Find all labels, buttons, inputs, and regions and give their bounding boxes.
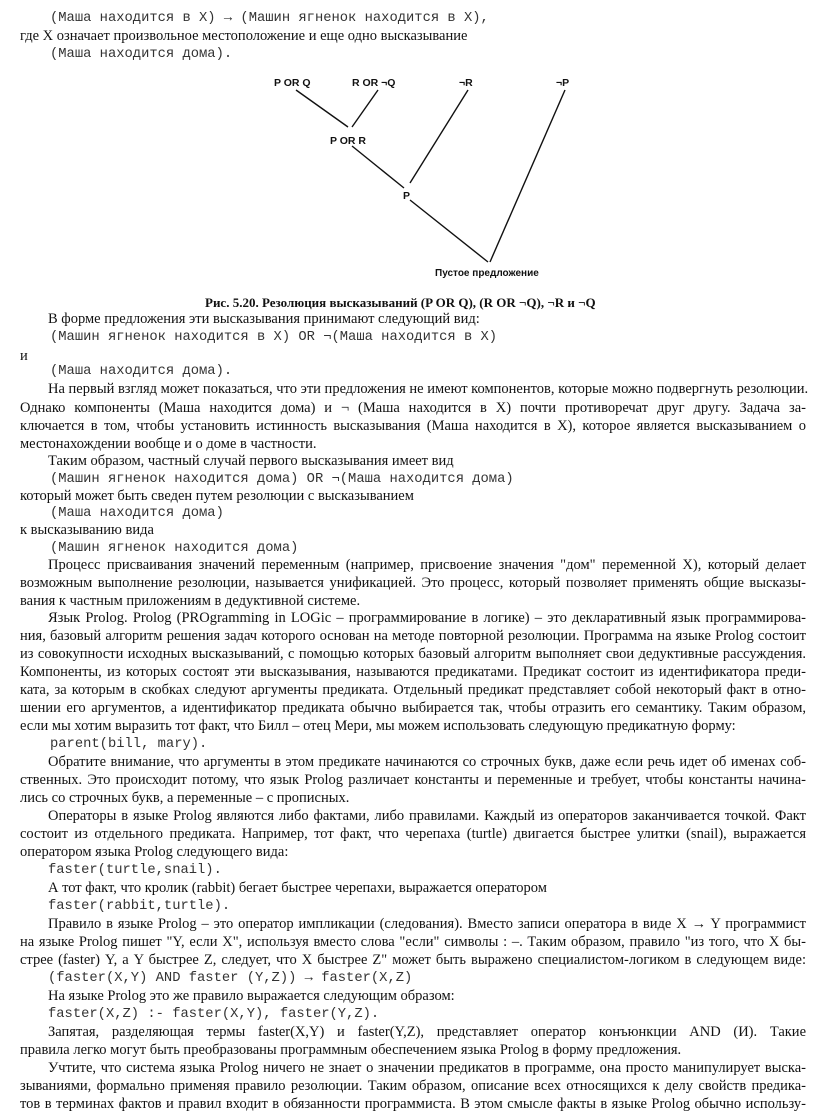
- text-line: Обратите внимание, что аргументы в этом предикате начинаются со строчных букв, даже если речь идет об именах соб-: [48, 754, 806, 770]
- text-line: А тот факт, что кролик (rabbit) бегает быстрее черепахи, выражается оператором: [48, 880, 547, 896]
- node-r-or-not-q: R OR ¬Q: [352, 77, 396, 89]
- text-line: Процесс присваивания значений переменным (например, присвоение значения "дом" переменной X), который делает: [48, 557, 806, 573]
- text-line: (Машин ягненок находится дома) OR ¬(Маша находится дома): [50, 472, 514, 487]
- text-line: (Машин ягненок находится в X) OR ¬(Маша находится в X): [50, 330, 498, 345]
- text-line: faster(turtle,snail).: [48, 863, 222, 878]
- text-line: (Маша находится дома).: [50, 47, 233, 62]
- text-line: Однако компоненты (Маша находится дома) и ¬ (Маша находится в X) почти противоречат друг другу. Задача за-: [20, 400, 806, 416]
- text-line: Учтите, что система языка Prolog ничего не знает о значении предикатов в программе, она просто манипулирует выска-: [48, 1060, 806, 1076]
- text-line: parent(bill, mary).: [50, 737, 208, 752]
- text-line: Правило в языке Prolog – это оператор импликации (следования). Вместо записи оператора в виде X → Y программист: [48, 916, 806, 932]
- text-line: ния, базовый алгоритм решения задач которого основан на методе повторной резолюции. Программа на языке Prolog состоит: [20, 628, 806, 644]
- text-line: шении его аргументов, а идентификатор предиката обычно выбирается так, чтобы отразить его семантику. Таким образом,: [20, 700, 806, 716]
- text-line: зываниями, формально применяя правило резолюции. Таким образом, описание всех относящихся к делу свойств предика-: [20, 1078, 806, 1094]
- text-line: вания к частным приложениям в дедуктивной системе.: [20, 593, 361, 609]
- text-line: faster(rabbit,turtle).: [48, 899, 231, 914]
- node-not-p: ¬P: [556, 77, 570, 89]
- text-line: (Маша находится в X) → (Машин ягненок находится в X),: [50, 11, 489, 26]
- text-line: На языке Prolog это же правило выражается следующим образом:: [48, 988, 455, 1004]
- node-p: P: [403, 190, 411, 202]
- text-line: ственных. Это происходит потому, что язык Prolog различает константы и переменные и требует, чтобы константы начина-: [20, 772, 806, 788]
- text-line: тов в терминах фактов и правил входит в обязанности программиста. В этом смысле факты в языке Prolog обычно использу-: [20, 1096, 806, 1112]
- figure-caption: Рис. 5.20. Резолюция высказываний (P OR Q), (R OR ¬Q), ¬R и ¬Q: [205, 295, 596, 310]
- text-line: (faster(X,Y) AND faster (Y,Z)) → faster(X,Z): [48, 971, 413, 986]
- text-line: если мы хотим выразить тот факт, что Билл – отец Мери, мы можем использовать следующую предикатную форму:: [20, 718, 736, 734]
- text-line: стрее (faster) Y, а Y быстрее Z, следует, что X быстрее Z" может быть выражено специалистом-логиком в следующем виде:: [20, 952, 806, 968]
- text-line: оператором языка Prolog следующего вида:: [20, 844, 289, 860]
- text-line: ката, за которым в скобках следуют аргументы предиката. Отдельный предикат представляет собой некоторый факт в отно-: [20, 682, 806, 698]
- text-line: лись со строчных букв, а переменные – с прописных.: [20, 790, 350, 806]
- text-line: Язык Prolog. Prolog (PROgramming in LOGic – программирование в логике) – это декларативный язык программирова-: [48, 610, 806, 626]
- text-line: из совокупности исходных высказываний, с помощью которых базовый алгоритм выполняет свои дедуктивные рассуждения.: [20, 646, 806, 662]
- text-line: (Маша находится дома): [50, 506, 224, 521]
- text-line: местонахождении вообще и о доме в частности.: [20, 436, 317, 452]
- text-line: (Маша находится дома).: [50, 364, 233, 379]
- node-empty-clause: Пустое предложение: [435, 268, 539, 279]
- text-line: Запятая, разделяющая термы faster(X,Y) и faster(Y,Z), представляет оператор конъюнкции AND (И). Такие: [48, 1024, 806, 1040]
- node-p-or-r: P OR R: [330, 135, 366, 147]
- node-not-r: ¬R: [459, 77, 473, 89]
- text-line: На первый взгляд может показаться, что эти предложения не имеют компонентов, которые можно подвергнуть резолюции.: [48, 381, 809, 397]
- text-line: (Машин ягненок находится дома): [50, 541, 299, 556]
- text-line: Компоненты, из которых состоят эти высказывания, называются предикатами. Предикат состоит из идентификатора преди-: [20, 664, 806, 680]
- text-line: возможным выполнение резолюции, называется унификацией. Это процесс, который позволяет применять общие высказы-: [20, 575, 806, 591]
- text-line: faster(X,Z) :- faster(X,Y), faster(Y,Z).: [48, 1007, 380, 1022]
- text-line: состоит из отдельного предиката. Например, тот факт, что черепаха (turtle) двигается быстрее улитки (snail), выражается: [20, 826, 806, 842]
- text-line: к высказыванию вида: [20, 522, 154, 538]
- text-line: где X означает произвольное местоположение и еще одно высказывание: [20, 28, 468, 44]
- text-line: и: [20, 348, 28, 364]
- node-p-or-q: P OR Q: [274, 77, 311, 89]
- text-line: Таким образом, частный случай первого высказывания имеет вид: [48, 453, 454, 469]
- text-line: на языке Prolog пишет "Y, если X", используя вместо слова "если" символы : –. Таким образом, правило "из того, что X бы-: [20, 934, 806, 950]
- text-line: ключается в том, чтобы установить истинность высказывания (Маша находится в X), которое является высказыванием о: [20, 418, 806, 434]
- text-line: правила легко могут быть преобразованы программным обеспечением языка Prolog в форму предложения.: [20, 1042, 682, 1058]
- text-line: Операторы в языке Prolog являются либо фактами, либо правилами. Каждый из операторов заканчивается точкой. Факт: [48, 808, 806, 824]
- text-line: который может быть сведен путем резолюции с высказыванием: [20, 488, 414, 504]
- diagram-edges: [296, 90, 565, 262]
- text-line: В форме предложения эти высказывания принимают следующий вид:: [48, 311, 480, 327]
